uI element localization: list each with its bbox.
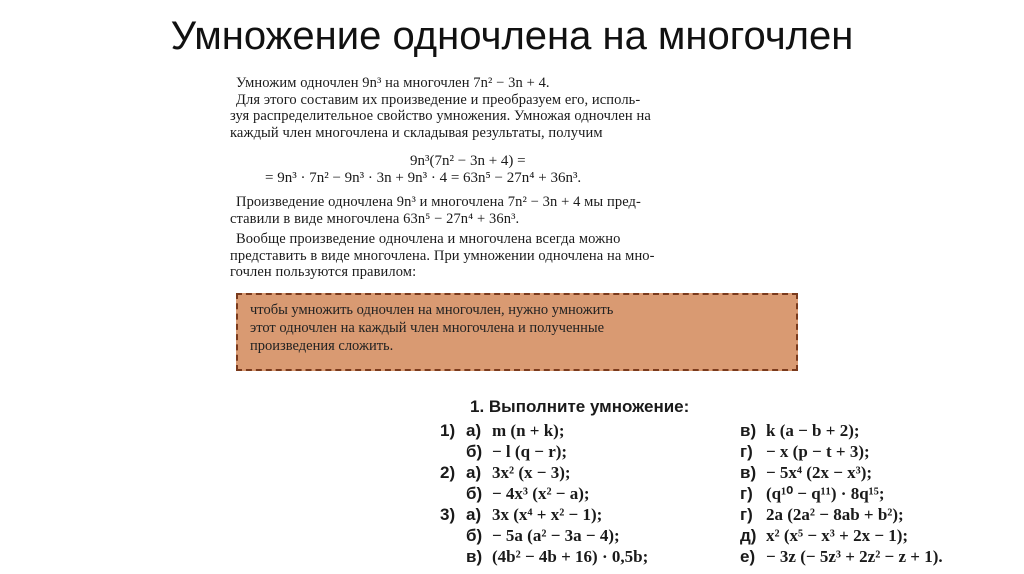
exercise-item: д) x² (x⁵ − x³ + 2x − 1); [740,526,909,545]
rule-box [236,293,798,371]
exercise-expression: 3x (x⁴ + x² − 1); [492,505,603,524]
exercise-item: е) − 3z (− 5z³ + 2z² − z + 1). [740,547,943,566]
exercise-item: в) (4b² − 4b + 16) · 0,5b; [466,547,649,566]
exercise-expression: (q¹⁰ − q¹¹) · 8q¹⁵; [766,484,885,503]
paragraph-intro [230,75,800,141]
exercise-expression: − x (p − t + 3); [766,442,870,461]
exercise-expression: m (n + k); [492,421,565,440]
exercise-expression: − 3z (− 5z³ + 2z² − z + 1). [766,547,943,566]
exercise-expression: − l (q − r); [492,442,568,461]
exercise-expression: 3x² (x − 3); [492,463,571,482]
exercise-expression: x² (x⁵ − x³ + 2x − 1); [766,526,909,545]
text-line: ставили в виде многочлена 63n⁵ − 27n⁴ + 36n³. [230,210,520,227]
exercise-expression: (4b² − 4b + 16) · 0,5b; [492,547,649,566]
exercise-expression: − 5x⁴ (2x − x³); [766,463,873,482]
exercise-heading: 1. Выполните умножение: [470,397,690,416]
text-line: Произведение одночлена 9n³ и многочлена 7n² − 3n + 4 мы пред- [236,194,641,210]
equation-line-2: = 9n³ · 7n² − 9n³ · 3n + 9n³ · 4 = 63n⁵ − 27n⁴ + 36n³. [265,170,582,186]
text-line: каждый член многочлена и складывая результаты, получим [230,124,603,141]
exercise-item: б) − 5a (a² − 3a − 4); [466,526,620,545]
text-line: гочлен пользуются правилом: [230,264,417,281]
exercise-item: 3) а) 3x (x⁴ + x² − 1); [440,505,603,524]
exercise-right-column [740,420,943,567]
text-line: зуя распределительное свойство умножения. Умножая одночлен на [230,108,651,125]
exercise-expression: k (a − b + 2); [766,421,860,440]
text-line: представить в виде многочлена. При умножении одночлена на мно- [230,247,655,264]
exercise-item: б) − l (q − r); [466,442,568,461]
exercise-left-column [440,420,648,567]
rule-line: чтобы умножить одночлен на многочлен, нужно умножить [250,302,614,318]
exercise-item: 1) а) m (n + k); [440,421,565,440]
exercise-item: в) − 5x⁴ (2x − x³); [740,463,873,482]
text-line: Умножим одночлен 9n³ на многочлен 7n² − 3n + 4. [236,75,550,91]
rule-line: произведения сложить. [250,338,394,354]
text-line: Для этого составим их произведение и преобразуем его, исполь- [236,91,641,108]
exercise-item: в) k (a − b + 2); [740,421,860,440]
exercise-item: 2) а) 3x² (x − 3); [440,463,571,482]
slide-title: Умножение одночлена на многочлен [170,14,854,58]
exercise-item: г) − x (p − t + 3); [740,442,870,461]
exercise-expression: − 5a (a² − 3a − 4); [492,526,620,545]
exercise-item: г) (q¹⁰ − q¹¹) · 8q¹⁵; [740,484,885,503]
exercise-expression: 2a (2a² − 8ab + b²); [766,505,904,524]
paragraph-general [230,231,800,281]
paragraph-result [230,194,800,227]
rule-line: этот одночлен на каждый член многочлена и полученные [250,320,605,336]
text-line: Вообще произведение одночлена и многочлена всегда можно [236,231,621,247]
exercise-item: г) 2a (2a² − 8ab + b²); [740,505,904,524]
exercise-item: б) − 4x³ (x² − a); [466,484,590,503]
equation-line-1: 9n³(7n² − 3n + 4) = [410,153,526,169]
exercise-expression: − 4x³ (x² − a); [492,484,590,503]
